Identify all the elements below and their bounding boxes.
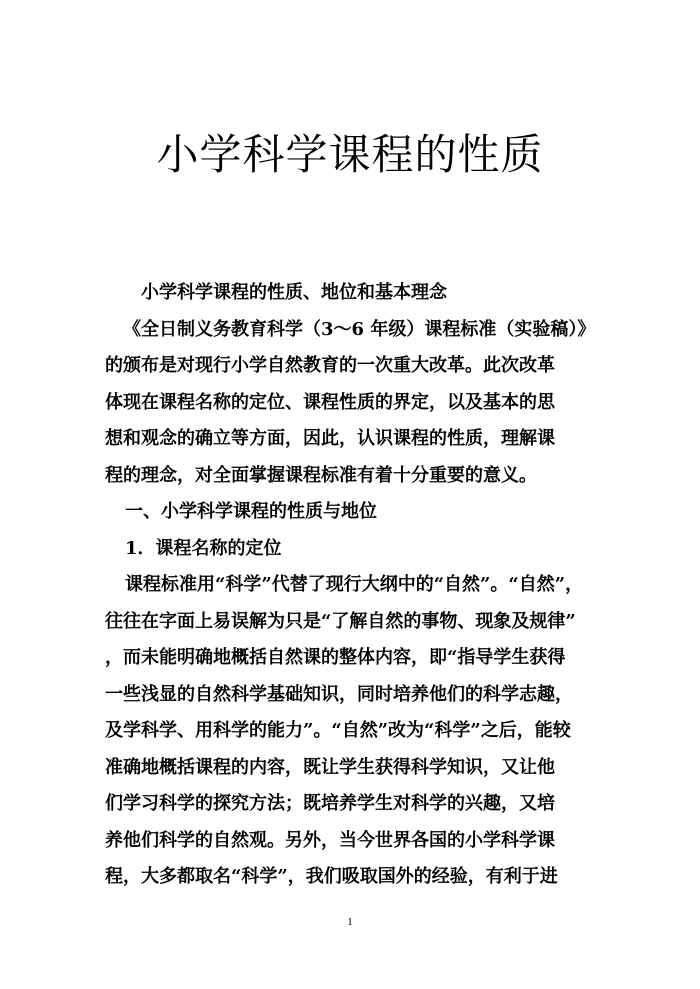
paragraph-line: 想和观念的确立等方面，因此，认识课程的性质，理解课 <box>105 428 555 449</box>
subsection-heading-line: 1．课程名称的定位 <box>125 537 282 559</box>
paragraph-line: 准确地概括课程的内容，既让学生获得科学知识，又让他 <box>105 756 555 778</box>
paragraph-line: 往往在字面上易误解为只是“了解自然的事物、现象及规律” <box>105 610 576 632</box>
document-body <box>105 275 600 896</box>
paragraph-line: 养他们科学的自然观。另外，当今世界各国的小学科学课 <box>105 829 555 851</box>
paragraph-line: 体现在课程名称的定位、课程性质的界定，以及基本的思 <box>105 391 555 413</box>
paragraph-line: 们学习科学的探究方法；既培养学生对科学的兴趣，又培 <box>105 793 555 814</box>
paragraph-line: 程，大多都取名“科学”，我们吸取国外的经验，有利于进 <box>105 866 558 887</box>
section-heading-line: 一、小学科学课程的性质与地位 <box>125 501 377 522</box>
section-heading-line: 小学科学课程的性质、地位和基本理念 <box>141 282 447 303</box>
paragraph-line: 《全日制义务教育科学（3～6 年级）课程标准（实验稿）》 <box>123 318 596 340</box>
page-number: 1 <box>347 916 353 928</box>
paragraph-line: 课程标准用“科学”代替了现行大纲中的“自然”。“自然”， <box>125 574 584 595</box>
paragraph-line: 的颁布是对现行小学自然教育的一次重大改革。此次改革 <box>105 355 555 376</box>
paragraph-line: 及学科学、用科学的能力”。“自然”改为“科学”之后，能较 <box>105 720 571 741</box>
paragraph-line: 一些浅显的自然科学基础知识，同时培养他们的科学志趣， <box>105 683 573 705</box>
paragraph-line: ，而未能明确地概括自然课的整体内容，即“指导学生获得 <box>105 647 566 668</box>
document-title: 小学科学课程的性质 <box>156 130 544 179</box>
paragraph-line: 程的理念，对全面掌握课程标准有着十分重要的意义。 <box>105 464 537 486</box>
